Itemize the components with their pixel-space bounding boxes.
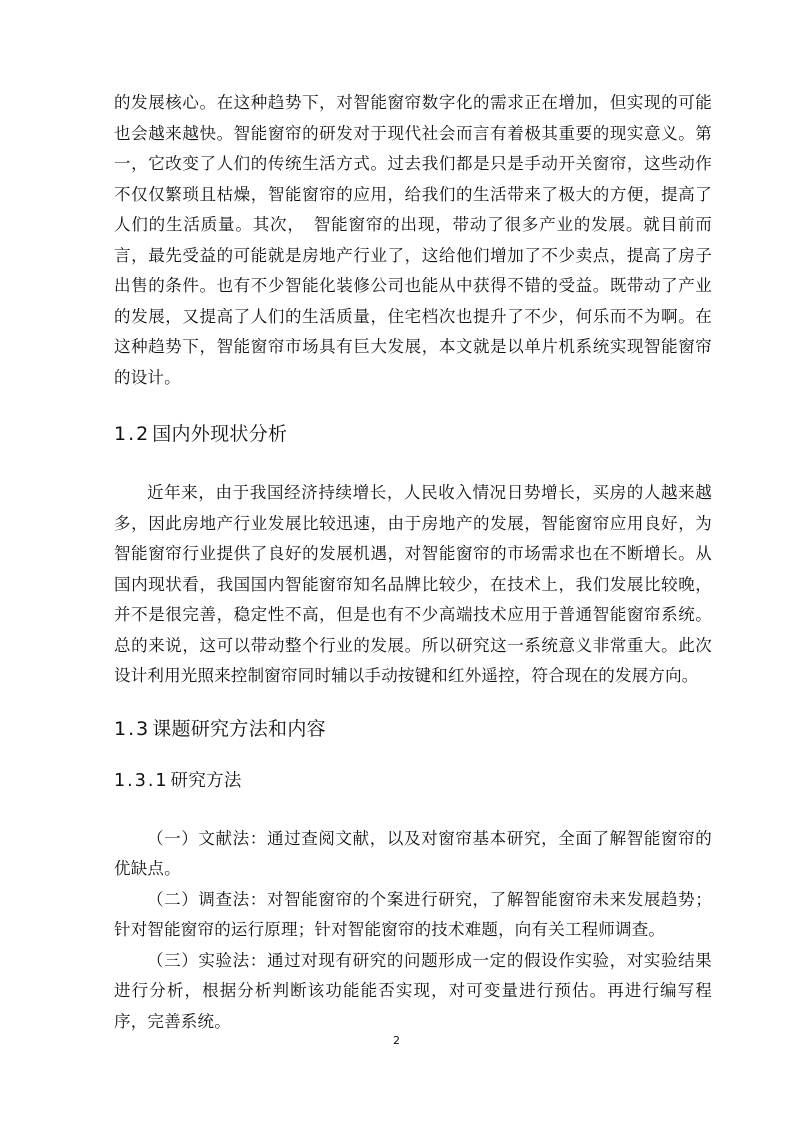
status-analysis-paragraph: 近年来，由于我国经济持续增长，人民收入情况日势增长，买房的人越来越多，因此房地产行业发展比较迅速，由于房地产的发展，智能窗帘应用良好，为智能窗帘行业提供了良好的发展机遇，对智能窗帘的市场需求也在不断增长。从国内现状看，我国国内智能窗帘知名品牌比较少，在技术上，我们发展比较晚，并不是很完善，稳定性不高，但是也有不少高端技术应用于普通智能窗帘系统。总的来说，这可以带动整个行业的发展。所以研究这一系统意义非常重大。此次设计利用光照来控制窗帘同时辅以手动按键和红外遥控，符合现在的发展方向。 (114, 483, 712, 685)
section-heading-1-3 (114, 714, 712, 744)
section-title: 课题研究方法和内容 (152, 717, 326, 740)
method-literature-paragraph: （一）文献法：通过查阅文献，以及对窗帘基本研究，全面了解智能窗帘的优缺点。 (114, 828, 712, 878)
section-title: 国内外现状分析 (152, 423, 288, 445)
page-number: 2 (393, 1034, 400, 1047)
section-number: 1.2 (114, 423, 151, 445)
page-content (114, 88, 712, 1037)
intro-continued-paragraph: 的发展核心。在这种趋势下，对智能窗帘数字化的需求正在增加，但实现的可能也会越来越快。智能窗帘的研发对于现代社会而言有着极其重要的现实意义。第一，它改变了人们的传统生活方式。过去我们都是只是手动开关窗帘，这些动作不仅仅繁琐且枯燥，智能窗帘的应用，给我们的生活带来了极大的方便，提高了人们的生活质量。其次， 智能窗帘的出现，带动了很多产业的发展。就目前而言，最先受益的可能就是房地产行业了，这给他们增加了不少卖点，提高了房子出售的条件。也有不少智能化装修公司也能从中获得不错的受益。既带动了产业的发展，又提高了人们的生活质量，住宅档次也提升了不少，何乐而不为啊。在这种趋势下，智能窗帘市场具有巨大发展，本文就是以单片机系统实现智能窗帘的设计。 (114, 93, 712, 387)
subsection-title: 研究方法 (170, 770, 242, 791)
section-heading-1-2 (114, 419, 712, 449)
section-number: 1.3 (114, 717, 151, 740)
method-experiment-paragraph: （三）实验法：通过对现有研究的问题形成一定的假设作实验，对实验结果进行分析，根据分析判断该功能能否实现，对可变量进行预估。再进行编写程序，完善系统。 (114, 950, 712, 1031)
subsection-heading-1-3-1 (114, 766, 712, 796)
method-survey-paragraph: （二）调查法：对智能窗帘的个案进行研究，了解智能窗帘未来发展趋势；针对智能窗帘的运行原理；针对智能窗帘的技术难题，向有关工程师调查。 (114, 889, 712, 939)
subsection-number: 1.3.1 (114, 770, 169, 791)
